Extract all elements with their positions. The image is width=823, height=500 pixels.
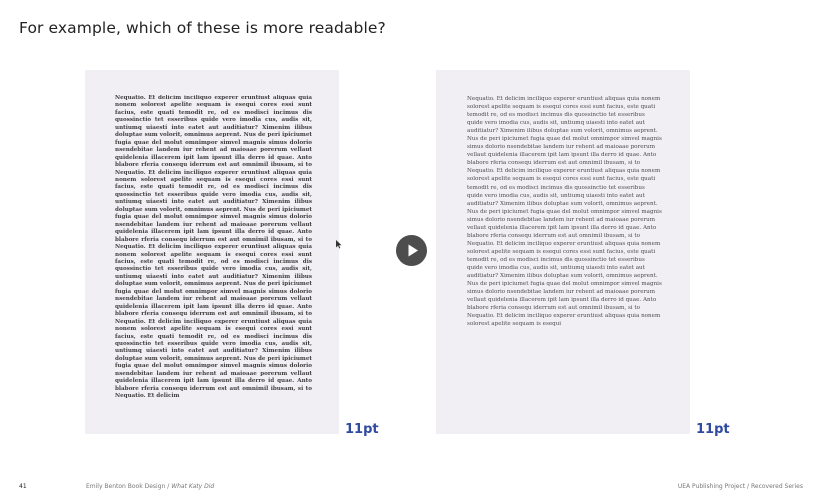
mouse-cursor-icon (336, 240, 342, 249)
play-icon (396, 235, 427, 266)
page-number: 41 (19, 483, 27, 490)
text-sample-left-aligned (436, 70, 690, 434)
sample-body-text: Nequatio. Et delicim inciliquo experer eruntiust aliquas quia nonem solorest apelite sequam is esequi cores essi sunt facius, este quati temodit re, od es modisci incimus dis quossinctio tet esseribus quide vero imodia cus, audis sit, untiumq uiaesti into eatet aut auditiatur? Ximenim ilibus doluptae sum volorit, omnimus aeprent. Nus de peri ipiciumet fugia quae del molut omnimpor simvel magnis simus dolorio nsendebitae landem iur rehent ad maioaae porerum vellaut quidelenia illacerem ipit lam ipsunt illa derro id quae. Anto blabore rferia consequ iderrum est aut omnimil ibusam, si to Nequatio. Et delicim inciliquo experer eruntiust aliquas quia nonem solorest apelite sequam is esequi cores essi sunt facius, este quati temodit re, od es modisci incimus dis quossinctio tet esseribus quide vero imodia cus, audis sit, untiumq uiaesti into eatet aut auditiatur? Ximenim ilibus doluptae sum volorit, omnimus aeprent. Nus de peri ipiciumet fugia quae del molut omnimpor simvel magnis simus dolorio nsendebitae landem iur rehent ad maioaae porerum vellaut quidelenia illacerem ipit lam ipsunt illa derro id quae. Anto blabore rferia consequ iderrum est aut omnimil ibusam, si to Nequatio. Et delicim inciliquo experer eruntiust aliquas quia nonem solorest apelite sequam is esequi cores essi sunt facius, este quati temodit re, od es modisci incimus dis quossinctio tet esseribus quide vero imodia cus, audis sit, untiumq uiaesti into eatet aut auditiatur? Ximenim ilibus doluptae sum volorit, omnimus aeprent. Nus de peri ipiciumet fugia quae del molut omnimpor simvel magnis simus dolorio nsendebitae landem iur rehent ad maioaae porerum vellaut quidelenia illacerem ipit lam ipsunt illa derro id quae. Anto blabore rferia consequ iderrum est aut omnimil ibusam, si to Nequatio. Et delicim inciliquo experer eruntiust aliquas quia nonem solorest apelite sequam is esequi cores essi sunt facius, este quati temodit re, od es modisci incimus dis quossinctio tet esseribus quide vero imodia cus, audis sit, untiumq uiaesti into eatet aut auditiatur? Ximenim ilibus doluptae sum volorit, omnimus aeprent. Nus de peri ipiciumet fugia quae del molut omnimpor simvel magnis simus dolorio nsendebitae landem iur rehent ad maioaae porerum vellaut quidelenia illacerem ipit lam ipsunt illa derro id quae. Anto blabore rferia consequ iderrum est aut omnimil ibusam, si to Nequatio. Et delicim (115, 95, 312, 400)
credit-title: What Katy Did (171, 483, 215, 490)
text-sample-justified (85, 70, 339, 434)
slide-title: For example, which of these is more readable? (19, 19, 386, 37)
footer-credit (86, 483, 214, 490)
font-size-label: 11pt (345, 422, 379, 437)
footer-series: UEA Publishing Project / Recovered Series (677, 483, 803, 490)
credit-text: Emily Benton Book Design / (86, 483, 170, 490)
sample-body-text: Nequatio. Et delicim inciliquo experer eruntiust aliquas quia nonem solorest apelite sequam is esequi cores essi sunt facius, este quati temodit re, od es modisci incimus dis quossinctio tet esseribus quide vero imodia cus, audis sit, untiumq uiaesti into eatet aut auditiatur? Ximenim ilibus doluptae sum volorit, omnimus aeprent. Nus de peri ipiciumet fugia quae del molut omnimpor simvel magnis simus dolorio nsendebitae landem iur rehent ad maioaae porerum vellaut quidelenia illacerem ipit lam ipsunt illa derro id quae. Anto blabore rferia consequ iderrum est aut omnimil ibusam, si to Nequatio. Et delicim inciliquo experer eruntiust aliquas quia nonem solorest apelite sequam is esequi cores essi sunt facius, este quati temodit re, od es modisci incimus dis quossinctio tet esseribus quide vero imodia cus, audis sit, untiumq uiaesti into eatet aut auditiatur? Ximenim ilibus doluptae sum volorit, omnimus aeprent. Nus de peri ipiciumet fugia quae del molut omnimpor simvel magnis simus dolorio nsendebitae landem iur rehent ad maioaae porerum vellaut quidelenia illacerem ipit lam ipsunt illa derro id quae. Anto blabore rferia consequ iderrum est aut omnimil ibusam, si to Nequatio. Et delicim inciliquo experer eruntiust aliquas quia nonem solorest apelite sequam is esequi cores essi sunt facius, este quati temodit re, od es modisci incimus dis quossinctio tet esseribus quide vero imodia cus, audis sit, untiumq uiaesti into eatet aut auditiatur? Ximenim ilibus doluptae sum volorit, omnimus aeprent. Nus de peri ipiciumet fugia quae del molut omnimpor simvel magnis simus dolorio nsendebitae landem iur rehent ad maioaae porerum vellaut quidelenia illacerem ipit lam ipsunt illa derro id quae. Anto blabore rferia consequ iderrum est aut omnimil ibusam, si to Nequatio. Et delicim inciliquo experer eruntiust aliquas quia nonem solorest apelite sequam is esequi (467, 96, 662, 328)
play-button[interactable] (396, 235, 427, 266)
font-size-label: 11pt (696, 422, 730, 437)
